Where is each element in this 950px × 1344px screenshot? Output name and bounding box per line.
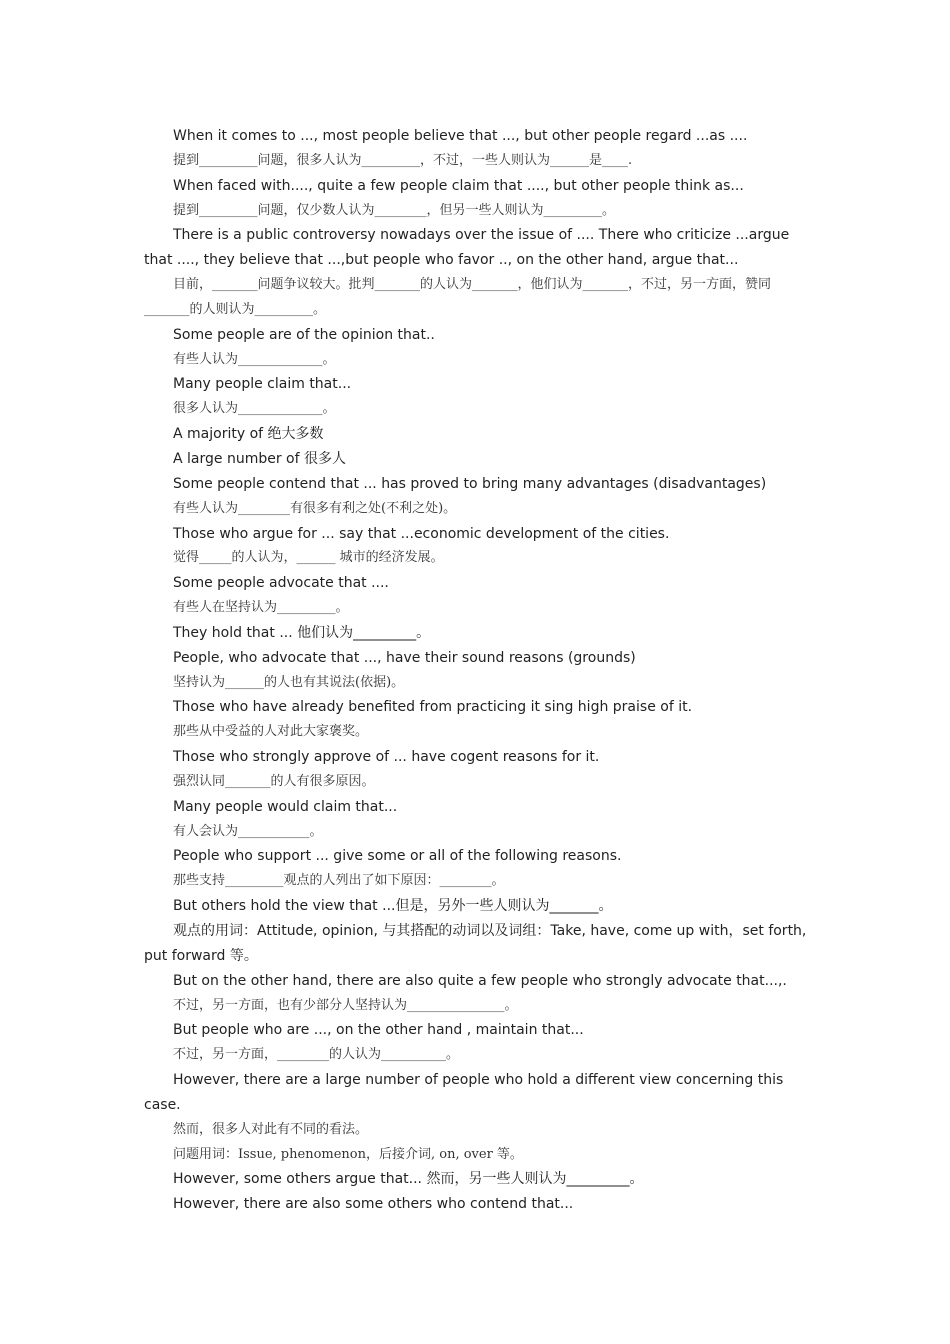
text-line: 不过，另一方面，也有少部分人坚持认为_______________。	[173, 997, 518, 1013]
text-line: But on the other hand, there are also quite a few people who strongly advocate that...,.	[173, 972, 787, 989]
text-line: When faced with...., quite a few people claim that ...., but other people think as...	[173, 177, 744, 194]
text-line: People who support ... give some or all of the following reasons.	[173, 848, 622, 865]
text-line: However, some others argue that... 然而，另一些人则认为_________。	[173, 1171, 644, 1188]
document-body	[144, 124, 812, 1217]
text-line: 有些人认为_____________。	[173, 351, 336, 367]
text-line: 觉得_____的人认为，______ 城市的经济发展。	[173, 550, 444, 566]
text-line: Some people are of the opinion that..	[173, 326, 435, 343]
text-line: 坚持认为______的人也有其说法(依据)。	[173, 674, 405, 690]
text-line: However, there are also some others who contend that...	[173, 1196, 574, 1213]
text-line: 强烈认同_______的人有很多原因。	[173, 773, 375, 789]
text-line: 有些人在坚持认为_________。	[173, 600, 349, 616]
text-line: A majority of 绝大多数	[173, 426, 324, 443]
text-line: 目前，_______问题争议较大。批判_______的人认为_______，他们认为_______，不过，另一方面，赞同_______的人则认为_________。	[144, 277, 772, 317]
text-line: 那些从中受益的人对此大家褒奖。	[173, 724, 369, 740]
text-line: 提到_________问题，仅少数人认为________，但另一些人则认为_________。	[173, 202, 616, 218]
text-line: 不过，另一方面，________的人认为__________。	[173, 1047, 460, 1063]
text-line: 有人会认为___________。	[173, 823, 323, 839]
text-line: A large number of 很多人	[173, 450, 346, 467]
text-line: Many people would claim that...	[173, 798, 398, 815]
text-line: 提到_________问题，很多人认为_________，不过，一些人则认为______是____.	[173, 152, 633, 168]
text-line: There is a public controversy nowadays over the issue of .... There who criticize ...argue that ...., they believe that ...,but people who favor .., on the other hand, argue that...	[144, 227, 790, 269]
text-line: Those who have already benefited from practicing it sing high praise of it.	[173, 699, 693, 716]
text-line: 观点的用词：Attitude, opinion, 与其搭配的动词以及词组：Take, have, come up with，set forth, put forward 等。	[144, 923, 807, 964]
text-line: 很多人认为_____________。	[173, 401, 336, 417]
text-line: 有些人认为________有很多有利之处(不利之处)。	[173, 500, 457, 516]
text-line: Some people advocate that ....	[173, 575, 389, 592]
text-line: Many people claim that...	[173, 376, 352, 393]
text-line: 那些支持_________观点的人列出了如下原因：________。	[173, 873, 505, 889]
text-line: They hold that ... 他们认为_________。	[173, 624, 431, 641]
text-line: But people who are ..., on the other hand , maintain that...	[173, 1022, 584, 1039]
text-line: Some people contend that ... has proved to bring many advantages (disadvantages)	[173, 475, 767, 492]
text-line: But others hold the view that ...但是，另外一些人则认为_______。	[173, 898, 613, 915]
text-line: 然而，很多人对此有不同的看法。	[173, 1121, 369, 1137]
text-line: 问题用词：Issue, phenomenon，后接介词, on, over 等。	[173, 1146, 523, 1162]
text-line: However, there are a large number of people who hold a different view concerning this case.	[144, 1072, 784, 1113]
text-line: People, who advocate that ..., have their sound reasons (grounds)	[173, 649, 636, 666]
text-line: Those who argue for ... say that ...economic development of the cities.	[173, 525, 670, 542]
text-line: When it comes to ..., most people believe that ..., but other people regard ...as ....	[173, 128, 748, 144]
text-line: Those who strongly approve of ... have cogent reasons for it.	[173, 749, 600, 766]
